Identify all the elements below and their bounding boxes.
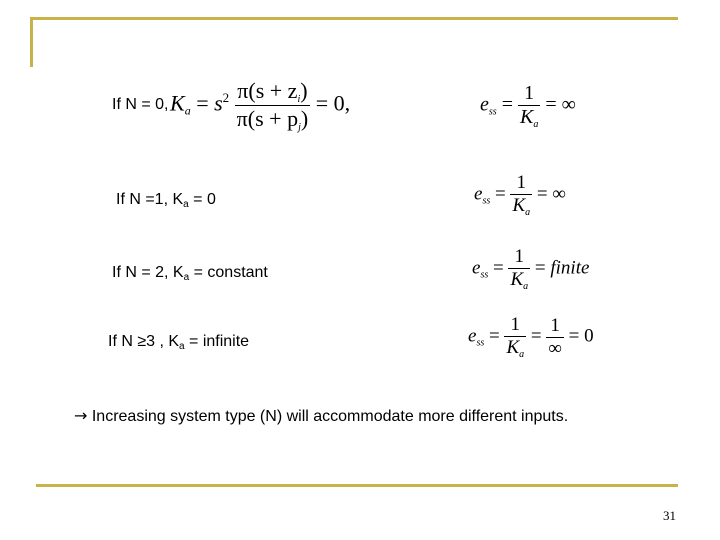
ess-result-n1: ∞ (552, 183, 566, 205)
ess-equation-n3: $e_{ss}$ = $\frac{1}{K_a}$ = $\frac{1}{\infty}$ = 0 (468, 314, 594, 360)
condition-label-n0: If N = 0, (112, 96, 169, 113)
fraction-poles-zeros: $\frac{\pi(s + zi)}{\pi(s + pj)}$ (236, 78, 309, 133)
right-arrow-icon: → (74, 406, 88, 425)
page-number: 31 (663, 508, 676, 523)
ess-result-n0: ∞ (561, 93, 576, 116)
ess-equation-n2: $e_{ss}$ = $\frac{1}{K_a}$ = finite (472, 246, 590, 292)
condition-label-n2: If N = 2, $K_a$ = constant (112, 264, 268, 283)
condition-label-n1: If N =1, $K_a = 0$ (116, 191, 216, 210)
conclusion-statement (74, 406, 568, 427)
slide-frame-left-line (30, 17, 33, 67)
slide-frame-top-line (30, 17, 678, 20)
equation-ka-n0: $Ka = s^2$ $\frac{\pi(s + zi)}{\pi(s + pj)}$ = 0, (170, 78, 351, 133)
ess-equation-n1: $e_{ss}$ = $\frac{1}{K_a}$ = ∞ (474, 172, 566, 218)
conclusion-text: Increasing system type (N) will accommodate more different inputs. (91, 408, 569, 425)
ess-result-n2: finite (550, 257, 590, 279)
ess-equation-n0: $e_{ss}$ = $\frac{1}{K_a}$ = ∞ (480, 82, 576, 130)
ess-result-n3: 0 (584, 325, 594, 347)
slide-frame-bottom-line (36, 484, 678, 487)
condition-label-n3: If N ≥3 , $K_a$ = infinite (108, 333, 250, 352)
